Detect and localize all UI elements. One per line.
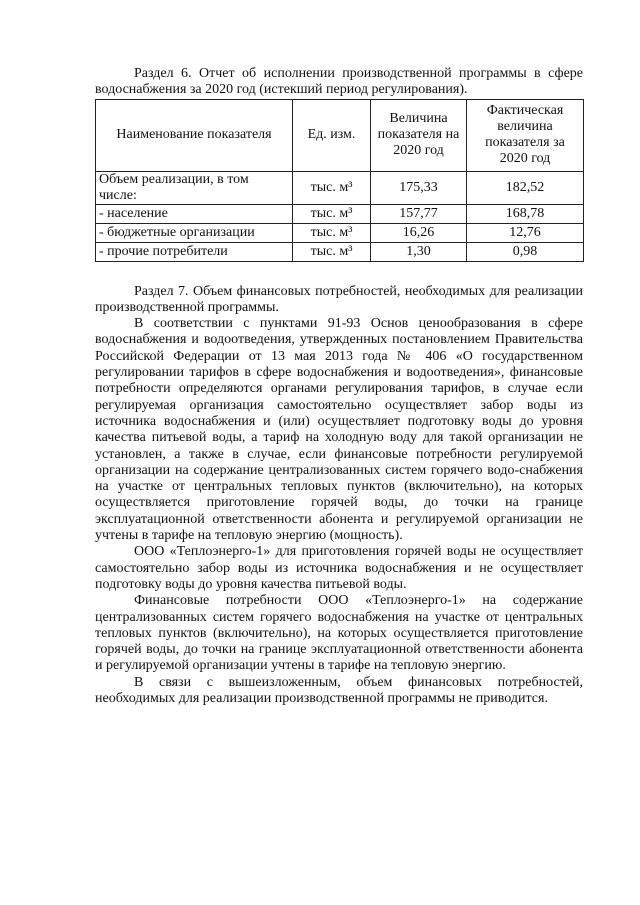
row-actual: 0,98 <box>467 242 584 261</box>
row-actual: 168,78 <box>467 204 584 223</box>
row-name: Объем реализации, в том числе: <box>96 171 293 204</box>
document-page <box>95 66 583 707</box>
section7-heading: Раздел 7. Объем финансовых потребностей, необходимых для реализации производственной программы. <box>95 283 583 315</box>
row-unit: тыс. м³ <box>293 171 371 204</box>
header-planned-value: Величина показателя на 2020 год <box>371 99 467 171</box>
header-indicator-name: Наименование показателя <box>96 99 293 171</box>
section6-heading: Раздел 6. Отчет об исполнении производственной программы в сфере водоснабжения за 2020 год (истекший период регулирования). <box>95 66 583 98</box>
row-unit: тыс. м³ <box>293 204 371 223</box>
header-actual-value: Фактическая величина показателя за 2020 год <box>467 99 584 171</box>
header-unit: Ед. изм. <box>293 99 371 171</box>
table-row <box>96 171 584 204</box>
table-row <box>96 242 584 261</box>
paragraph: В связи с вышеизложенным, объем финансовых потребностей, необходимых для реализации производственной программы не приводится. <box>95 674 583 707</box>
row-name: - прочие потребители <box>96 242 293 261</box>
paragraph: В соответствии с пунктами 91-93 Основ ценообразования в сфере водоснабжения и водоотведения, утвержденных постановлением Правительства Российской Федерации от 13 мая 2013 года № 406 «О государственном регулировании тарифов в сфере водоснабжения и водоотведения», финансовые потребности определяются органами регулирования тарифов, в случае если регулируемая организация самостоятельно осуществляет забор воды из источника водоснабжения и (или) осуществляет подготовку воды до уровня качества питьевой воды, а тариф на холодную воду для такой организации не установлен, а также в случае, если финансовые потребности регулируемой организации на содержание централизованных систем горячего водо-снабжения на участке от центральных тепловых пунктов (включительно), на которых осуществляется приготовление горячей воды, до точки на границе эксплуатационной ответственности абонента и регулируемой организации не учтены в тарифе на тепловую энергию (мощность). <box>95 316 583 544</box>
row-unit: тыс. м³ <box>293 223 371 242</box>
paragraph: Финансовые потребности ООО «Теплоэнерго-1» на содержание централизованных систем горячего водоснабжения на участке от центральных тепловых пунктов (включительно), на которых осуществляется приготовление горячей воды, до точки на границе эксплуатационной ответственности абонента и регулируемой организации учтены в тарифе на тепловую энергию. <box>95 593 583 674</box>
row-name: - население <box>96 204 293 223</box>
row-planned: 157,77 <box>371 204 467 223</box>
paragraph: ООО «Теплоэнерго-1» для приготовления горячей воды не осуществляет самостоятельно забор воды из источника водоснабжения и не осуществляет подготовку воды до уровня качества питьевой воды. <box>95 544 583 592</box>
row-name: - бюджетные организации <box>96 223 293 242</box>
row-actual: 182,52 <box>467 171 584 204</box>
row-planned: 1,30 <box>371 242 467 261</box>
table-row <box>96 223 584 242</box>
table-row <box>96 204 584 223</box>
row-planned: 175,33 <box>371 171 467 204</box>
row-planned: 16,26 <box>371 223 467 242</box>
row-unit: тыс. м³ <box>293 242 371 261</box>
report-table <box>95 99 584 262</box>
row-actual: 12,76 <box>467 223 584 242</box>
table-header-row <box>96 99 584 171</box>
